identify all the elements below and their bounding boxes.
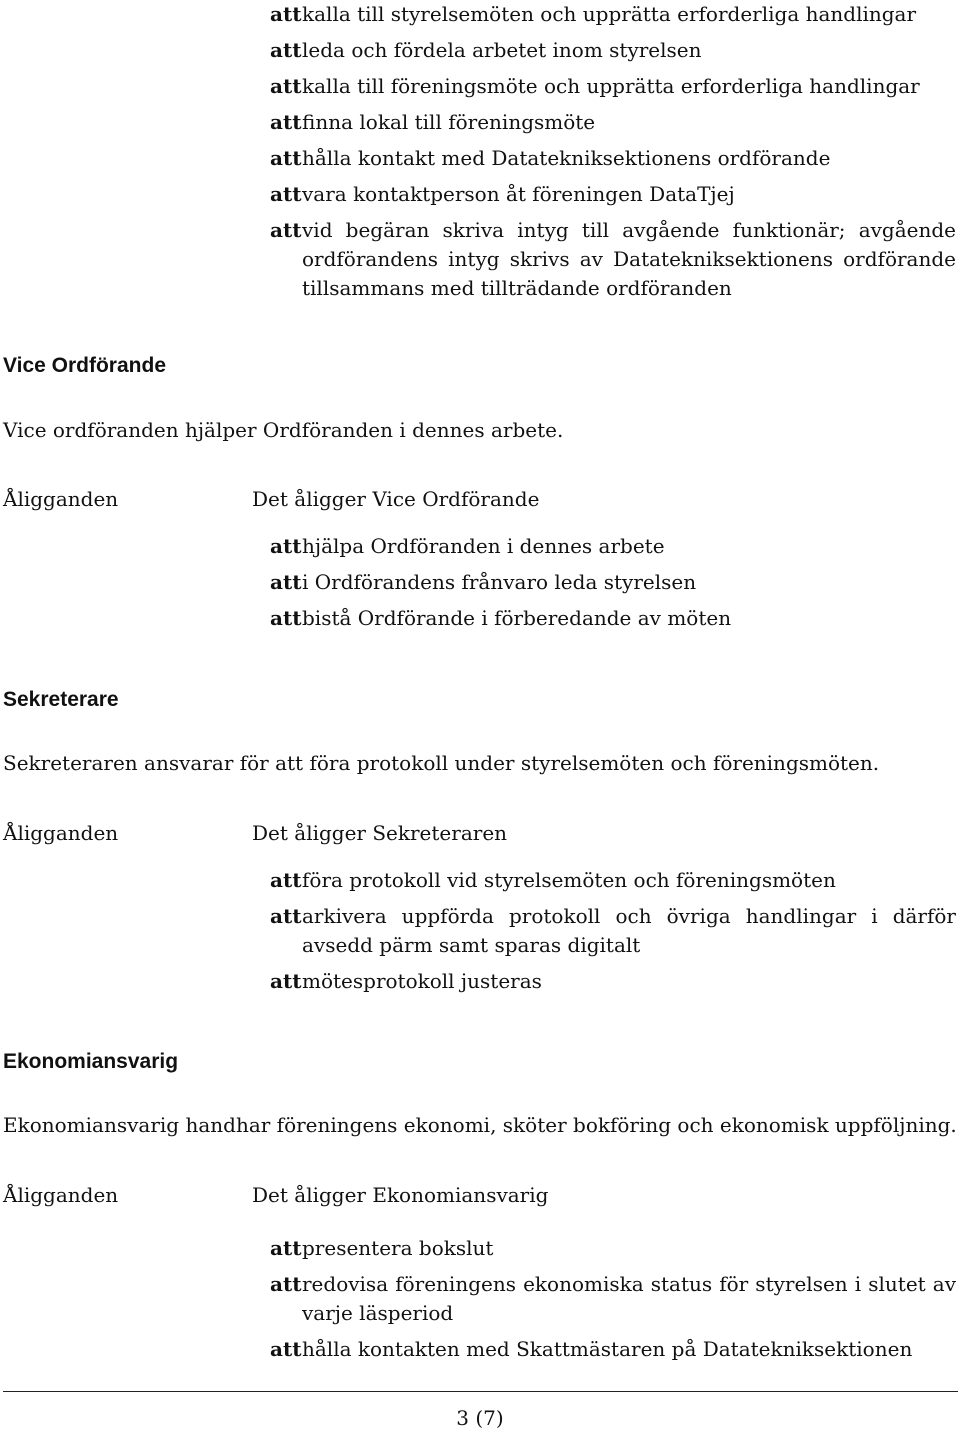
duty-item (270, 0, 956, 29)
duty-keyword: att (270, 218, 302, 242)
duty-keyword: att (270, 38, 302, 62)
duty-text: arkivera uppförda protokoll och övriga handlingar i därför avsedd pärm samt sparas digitalt (302, 904, 956, 957)
section-intro-vice: Vice ordföranden hjälper Ordföranden i dennes arbete. (3, 418, 564, 442)
duty-text: kalla till föreningsmöte och upprätta erforderliga handlingar (302, 74, 920, 98)
duty-keyword: att (270, 1272, 302, 1296)
duty-item (270, 568, 956, 597)
duty-item (270, 604, 956, 633)
duty-keyword: att (270, 534, 302, 558)
duty-keyword: att (270, 1337, 302, 1361)
section-intro-treasurer: Ekonomiansvarig handhar föreningens ekonomi, sköter bokföring och ekonomisk uppföljning. (3, 1113, 957, 1137)
duty-item (270, 1335, 956, 1364)
duty-text: mötesprotokoll justeras (302, 969, 542, 993)
footer-rule (3, 1391, 958, 1392)
duty-item (270, 866, 956, 895)
section-heading-secretary: Sekreterare (3, 688, 119, 711)
duty-item (270, 1270, 956, 1328)
duty-text: kalla till styrelsemöten och upprätta erforderliga handlingar (302, 2, 917, 26)
duty-item (270, 1234, 956, 1263)
duty-keyword: att (270, 2, 302, 26)
duty-text: bistå Ordförande i förberedande av möten (302, 606, 732, 630)
duty-keyword: att (270, 1236, 302, 1260)
vice-duty-list (270, 532, 956, 640)
duty-text: hjälpa Ordföranden i dennes arbete (302, 534, 665, 558)
duty-item (270, 532, 956, 561)
duty-keyword: att (270, 904, 302, 928)
duty-text: finna lokal till föreningsmöte (302, 110, 596, 134)
treasurer-duty-list (270, 1234, 956, 1371)
section-heading-treasurer: Ekonomiansvarig (3, 1050, 179, 1073)
duty-text: hålla kontakt med Datatekniksektionens ordförande (302, 146, 831, 170)
obligations-label: Åligganden (3, 1183, 119, 1207)
obligations-lead: Det åligger Vice Ordförande (252, 487, 540, 511)
duty-text: föra protokoll vid styrelsemöten och föreningsmöten (302, 868, 836, 892)
duty-text: vid begäran skriva intyg till avgående funktionär; avgående ordförandens intyg skrivs av Datatekniksektionens ordförande tillsammans med tillträdande ordföranden (302, 218, 956, 300)
duty-item (270, 108, 956, 137)
duty-keyword: att (270, 182, 302, 206)
duty-keyword: att (270, 606, 302, 630)
obligations-label: Åligganden (3, 821, 119, 845)
duty-keyword: att (270, 868, 302, 892)
duty-item (270, 216, 956, 303)
duty-item (270, 180, 956, 209)
duty-text: redovisa föreningens ekonomiska status för styrelsen i slutet av varje läsperiod (302, 1272, 956, 1325)
duty-text: vara kontaktperson åt föreningen DataTjej (302, 182, 735, 206)
duty-item (270, 902, 956, 960)
obligations-lead: Det åligger Sekreteraren (252, 821, 508, 845)
duty-text: hålla kontakten med Skattmästaren på Datatekniksektionen (302, 1337, 913, 1361)
duty-text: presentera bokslut (302, 1236, 494, 1260)
duty-item (270, 36, 956, 65)
section-intro-secretary: Sekreteraren ansvarar för att föra protokoll under styrelsemöten och föreningsmöten. (3, 751, 880, 775)
obligations-lead: Det åligger Ekonomiansvarig (252, 1183, 549, 1207)
chair-duty-list (270, 0, 956, 310)
duty-text: i Ordförandens frånvaro leda styrelsen (302, 570, 697, 594)
section-heading-vice: Vice Ordförande (3, 354, 166, 377)
duty-keyword: att (270, 570, 302, 594)
duty-keyword: att (270, 110, 302, 134)
duty-item (270, 967, 956, 996)
obligations-label: Åligganden (3, 487, 119, 511)
duty-item (270, 72, 956, 101)
secretary-duty-list (270, 866, 956, 1003)
page-number: 3 (7) (456, 1406, 504, 1430)
duty-keyword: att (270, 74, 302, 98)
duty-item (270, 144, 956, 173)
duty-text: leda och fördela arbetet inom styrelsen (302, 38, 702, 62)
duty-keyword: att (270, 146, 302, 170)
duty-keyword: att (270, 969, 302, 993)
